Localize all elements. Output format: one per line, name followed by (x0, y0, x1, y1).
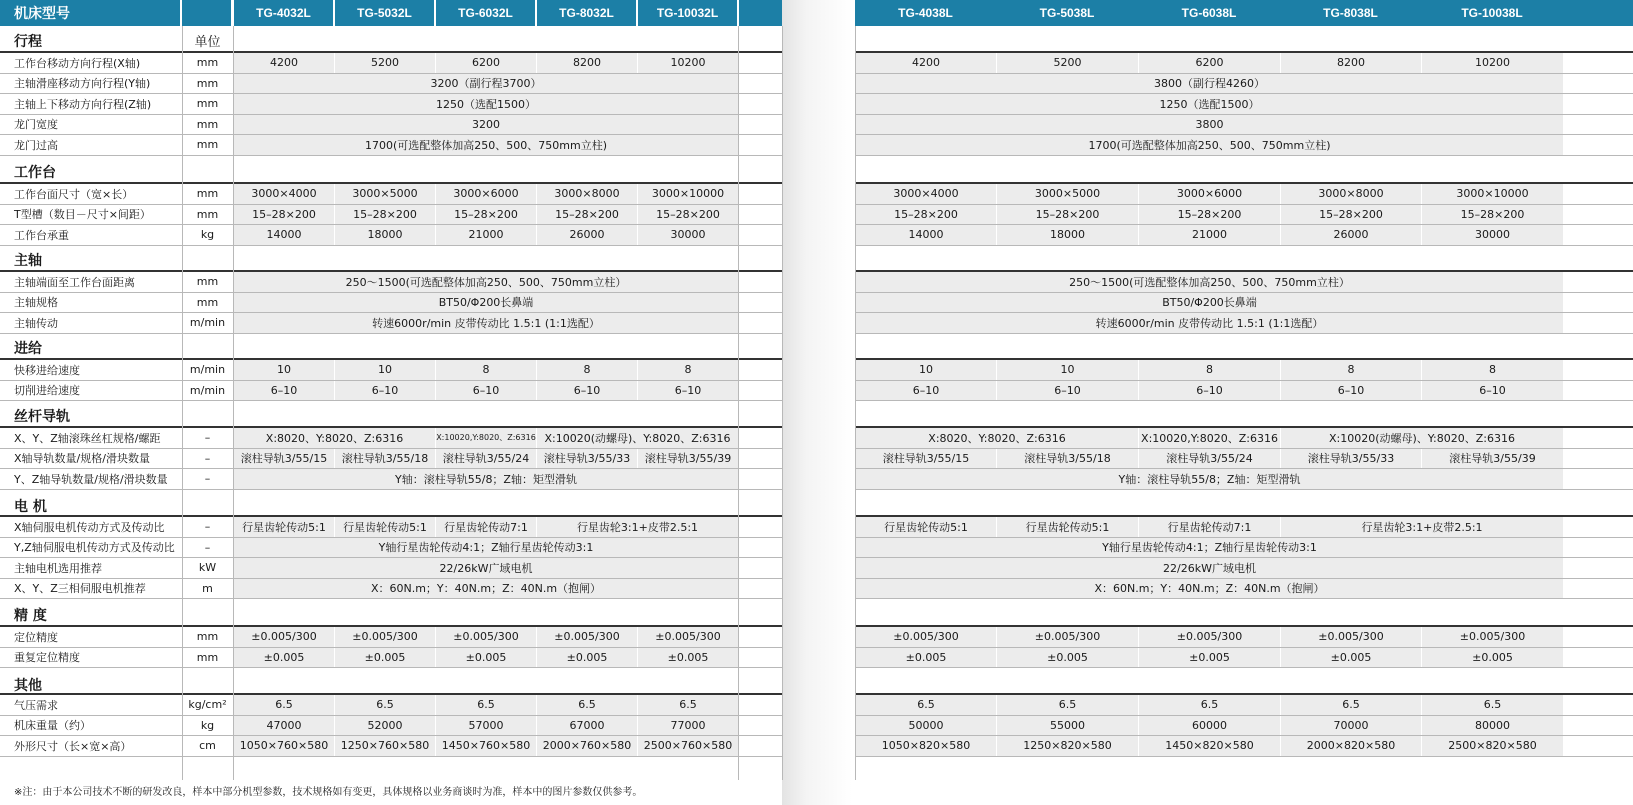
row-value-left: 6–10 (537, 381, 637, 401)
row-unit: mm (196, 97, 219, 111)
row-value-left: 21000 (436, 225, 536, 245)
row-label: 龙门过高 (14, 138, 58, 152)
row-value-right: ±0.005/300 (997, 627, 1138, 647)
row-value-right: 250～1500(可选配整体加高250、500、750mm立柱） (856, 272, 1563, 292)
row-value-left: 滚柱导轨3/55/39 (638, 449, 738, 469)
row-value-left: 1250×760×580 (335, 736, 435, 756)
row-blank (739, 558, 782, 578)
row-value-right: 6.5 (1422, 695, 1563, 715)
row-label: 龙门宽度 (14, 118, 58, 132)
row-blank (739, 695, 782, 715)
row-value-right: 行星齿轮3:1+皮带2.5:1 (1281, 517, 1563, 537)
row-blank (739, 225, 782, 245)
footnote: ※注：由于本公司技术不断的研发改良，样本中部分机型参数，技术规格如有变更，具体规格以业务商谈时为准，样本中的图片参数仅供参考。 (14, 787, 643, 798)
row-divider (0, 155, 782, 156)
row-value-right: 8200 (1281, 53, 1421, 73)
section-title: 主轴 (14, 252, 42, 269)
row-unit: m (202, 581, 213, 595)
row-unit: m/min (189, 316, 226, 330)
header-unit-spacer (182, 0, 231, 26)
row-value-left: 10 (335, 360, 435, 380)
row-value-right: 行星齿轮传动7:1 (1139, 517, 1280, 537)
row-unit: – (204, 540, 211, 554)
row-value-left: 8 (436, 360, 536, 380)
row-value-right: ±0.005/300 (1139, 627, 1280, 647)
section-title: 精 度 (14, 607, 47, 624)
row-blank (739, 360, 782, 380)
row-unit: mm (196, 295, 219, 309)
row-unit: mm (196, 630, 219, 644)
row-value-left: ±0.005/300 (436, 627, 536, 647)
header-model-right: TG-4038L (856, 0, 995, 26)
row-value-right: 6–10 (1422, 381, 1563, 401)
row-value-left: ±0.005 (436, 648, 536, 668)
row-blank (739, 579, 782, 599)
row-value-right: 1700(可选配整体加高250、500、750mm立柱) (856, 135, 1563, 155)
row-value-left: 52000 (335, 716, 435, 736)
row-value-right: Y轴：滚柱导轨55/8；Z轴：矩型滑轨 (856, 469, 1563, 489)
row-value-left: 2500×760×580 (638, 736, 738, 756)
header-model-left: TG-5032L (335, 0, 434, 26)
row-value-left: 行星齿轮传动7:1 (436, 517, 536, 537)
row-value-left: 6.5 (234, 695, 334, 715)
row-value-left: Y轴行星齿轮传动4:1；Z轴行星齿轮传动3:1 (234, 538, 738, 558)
row-value-right: 3800 (856, 115, 1563, 135)
row-value-left: 滚柱导轨3/55/18 (335, 449, 435, 469)
row-unit: mm (196, 56, 219, 70)
section-title: 丝杆导轨 (14, 408, 70, 425)
row-value-left: 15–28×200 (436, 205, 536, 225)
row-value-left: 行星齿轮传动5:1 (335, 517, 435, 537)
row-divider (855, 245, 1633, 246)
header-right-edge (1563, 0, 1633, 26)
header-model-left: TG-10032L (638, 0, 737, 26)
row-value-right: 55000 (997, 716, 1138, 736)
row-value-right: 70000 (1281, 716, 1421, 736)
row-label: 主轴端面至工作台面距离 (14, 275, 135, 289)
row-value-right: 1250×820×580 (997, 736, 1138, 756)
row-value-right: 6–10 (1281, 381, 1421, 401)
row-blank (739, 205, 782, 225)
row-value-left: 滚柱导轨3/55/15 (234, 449, 334, 469)
row-blank (739, 53, 782, 73)
row-value-right: 15–28×200 (1139, 205, 1280, 225)
row-value-right: 22/26kW广域电机 (856, 558, 1563, 578)
row-value-right: 6–10 (997, 381, 1138, 401)
row-unit: kg (200, 228, 215, 242)
row-unit: – (204, 431, 211, 445)
header-model-left: TG-8032L (537, 0, 636, 26)
row-label: 工作台承重 (14, 228, 69, 242)
row-label: X、Y、Z三相伺服电机推荐 (14, 582, 146, 596)
row-value-left: 15–28×200 (638, 205, 738, 225)
row-blank (739, 627, 782, 647)
row-value-left: 6.5 (638, 695, 738, 715)
row-unit: mm (196, 76, 219, 90)
row-value-left: 3200 (234, 115, 738, 135)
header-model-right: TG-8038L (1281, 0, 1420, 26)
row-value-left: 6–10 (335, 381, 435, 401)
row-label: 切削进给速度 (14, 384, 80, 398)
page-gutter (782, 0, 852, 805)
row-value-left: 1050×760×580 (234, 736, 334, 756)
row-value-right: 15–28×200 (997, 205, 1138, 225)
row-value-left: 57000 (436, 716, 536, 736)
row-label: 定位精度 (14, 630, 58, 644)
row-unit: – (204, 472, 211, 486)
row-value-right: 3000×4000 (856, 184, 996, 204)
row-value-right: 2000×820×580 (1281, 736, 1421, 756)
row-value-right: 3000×10000 (1422, 184, 1563, 204)
column-divider (182, 26, 183, 780)
row-value-left: ±0.005 (335, 648, 435, 668)
row-label: 主轴上下移动方向行程(Z轴) (14, 97, 152, 111)
row-value-right: 10200 (1422, 53, 1563, 73)
row-value-left: 6–10 (638, 381, 738, 401)
row-value-left: 滚柱导轨3/55/24 (436, 449, 536, 469)
row-blank (739, 293, 782, 313)
row-unit: m/min (189, 363, 226, 377)
row-value-right: X:10020(动螺母)、Y:8020、Z:6316 (1281, 428, 1563, 448)
row-unit: mm (196, 650, 219, 664)
row-divider (855, 333, 1633, 334)
row-label: 机床重量（约） (14, 719, 91, 733)
row-value-left: 转速6000r/min 皮带传动比 1.5:1 (1:1选配） (234, 313, 738, 333)
row-value-left: 22/26kW广域电机 (234, 558, 738, 578)
row-blank (739, 115, 782, 135)
row-divider (855, 155, 1633, 156)
row-value-right: ±0.005 (1422, 648, 1563, 668)
row-value-right: 6.5 (856, 695, 996, 715)
row-value-right: 6–10 (1139, 381, 1280, 401)
row-divider (0, 400, 782, 401)
row-value-right: 4200 (856, 53, 996, 73)
row-value-left: 15–28×200 (335, 205, 435, 225)
row-value-left: 行星齿轮传动5:1 (234, 517, 334, 537)
row-divider (855, 400, 1633, 401)
row-blank (739, 648, 782, 668)
row-label: 主轴传动 (14, 316, 58, 330)
row-label: 主轴规格 (14, 296, 58, 310)
row-value-right: 滚柱导轨3/55/39 (1422, 449, 1563, 469)
row-value-right: 滚柱导轨3/55/15 (856, 449, 996, 469)
row-blank (739, 736, 782, 756)
row-value-left: 5200 (335, 53, 435, 73)
row-value-left: 2000×760×580 (537, 736, 637, 756)
row-divider (0, 245, 782, 246)
row-value-right: ±0.005/300 (1422, 627, 1563, 647)
row-value-right: 3000×5000 (997, 184, 1138, 204)
header-model-right: TG-5038L (997, 0, 1137, 26)
row-blank (739, 381, 782, 401)
row-value-left: 1250（选配1500） (234, 94, 738, 114)
row-value-right: 50000 (856, 716, 996, 736)
row-value-left: X:10020,Y:8020、Z:6316 (436, 428, 536, 448)
row-blank (739, 469, 782, 489)
row-value-right: 3000×6000 (1139, 184, 1280, 204)
section-title: 电 机 (14, 498, 47, 515)
row-value-right: 60000 (1139, 716, 1280, 736)
row-divider (855, 598, 1633, 599)
row-value-right: X:10020,Y:8020、Z:6316 (1139, 428, 1280, 448)
row-divider (0, 333, 782, 334)
row-label: 工作台面尺寸（宽×长） (14, 187, 134, 201)
row-value-right: 3000×8000 (1281, 184, 1421, 204)
row-label: 主轴滑座移动方向行程(Y轴) (14, 77, 151, 91)
row-divider (855, 756, 1633, 757)
row-value-left: 8 (537, 360, 637, 380)
row-value-right: 滚柱导轨3/55/18 (997, 449, 1138, 469)
row-unit: mm (196, 275, 219, 289)
row-value-left: 滚柱导轨3/55/33 (537, 449, 637, 469)
section-title: 行程 (14, 33, 42, 50)
row-value-left: ±0.005 (234, 648, 334, 668)
row-value-left: ±0.005/300 (638, 627, 738, 647)
row-value-right: ±0.005 (1281, 648, 1421, 668)
row-label: T型槽（数目－尺寸×间距） (14, 208, 151, 222)
row-value-right: 15–28×200 (1422, 205, 1563, 225)
header-model-label: 机床型号 (0, 0, 180, 26)
row-unit: mm (196, 138, 219, 152)
row-value-left: ±0.005/300 (234, 627, 334, 647)
row-value-right: 6.5 (997, 695, 1138, 715)
row-value-left: ±0.005 (537, 648, 637, 668)
row-value-left: ±0.005/300 (537, 627, 637, 647)
column-divider (233, 26, 234, 780)
row-value-left: 15–28×200 (537, 205, 637, 225)
row-label: 快移进给速度 (14, 363, 80, 377)
row-value-right: X：60N.m；Y：40N.m；Z：40N.m（抱闸） (856, 579, 1563, 599)
row-divider (0, 667, 782, 668)
row-value-left: ±0.005/300 (335, 627, 435, 647)
row-value-left: 6.5 (436, 695, 536, 715)
row-value-right: 行星齿轮传动5:1 (856, 517, 996, 537)
row-value-right: 15–28×200 (1281, 205, 1421, 225)
row-divider (0, 756, 782, 757)
row-value-right: 转速6000r/min 皮带传动比 1.5:1 (1:1选配） (856, 313, 1563, 333)
row-label: X、Y、Z轴滚珠丝杠规格/螺距 (14, 431, 161, 445)
row-value-right: X:8020、Y:8020、Z:6316 (856, 428, 1138, 448)
row-value-right: 1450×820×580 (1139, 736, 1280, 756)
header-model-right: TG-6038L (1139, 0, 1279, 26)
row-value-right: 滚柱导轨3/55/33 (1281, 449, 1421, 469)
row-blank (739, 449, 782, 469)
section-title: 工作台 (14, 164, 56, 181)
row-value-right: 6.5 (1281, 695, 1421, 715)
row-value-left: X:10020(动螺母)、Y:8020、Z:6316 (537, 428, 738, 448)
row-blank (739, 135, 782, 155)
row-value-right: 10 (997, 360, 1138, 380)
row-value-left: 14000 (234, 225, 334, 245)
row-value-left: X：60N.m；Y：40N.m；Z：40N.m（抱闸） (234, 579, 738, 599)
section-title: 进给 (14, 340, 42, 357)
row-label: 工作台移动方向行程(X轴) (14, 56, 141, 70)
row-value-right: 2500×820×580 (1422, 736, 1563, 756)
row-value-left: 3200（副行程3700） (234, 74, 738, 94)
row-value-left: Y轴：滚柱导轨55/8；Z轴：矩型滑轨 (234, 469, 738, 489)
row-value-left: 1700(可选配整体加高250、500、750mm立柱) (234, 135, 738, 155)
row-value-left: 3000×8000 (537, 184, 637, 204)
row-value-left: 10200 (638, 53, 738, 73)
row-unit: – (204, 520, 211, 534)
header-model-left: TG-6032L (436, 0, 535, 26)
section-title: 其他 (14, 677, 42, 694)
row-value-right: ±0.005 (856, 648, 996, 668)
row-value-right: 10 (856, 360, 996, 380)
row-value-right: 6.5 (1139, 695, 1280, 715)
row-value-right: ±0.005 (997, 648, 1138, 668)
row-value-left: 6–10 (234, 381, 334, 401)
row-value-left: 77000 (638, 716, 738, 736)
row-value-left: 6200 (436, 53, 536, 73)
row-value-right: 15–28×200 (856, 205, 996, 225)
row-unit: m/min (189, 383, 226, 397)
row-value-left: 15–28×200 (234, 205, 334, 225)
row-label: Y,Z轴伺服电机传动方式及传动比 (14, 541, 175, 555)
header-model-left: TG-4032L (234, 0, 333, 26)
row-blank (739, 74, 782, 94)
row-divider (0, 598, 782, 599)
row-value-right: 26000 (1281, 225, 1421, 245)
row-unit: mm (196, 187, 219, 201)
row-blank (739, 184, 782, 204)
row-value-right: ±0.005/300 (856, 627, 996, 647)
row-value-right: 1050×820×580 (856, 736, 996, 756)
unit-header: 单位 (194, 34, 221, 50)
row-label: 重复定位精度 (14, 651, 80, 665)
row-blank (739, 94, 782, 114)
row-divider (0, 489, 782, 490)
row-unit: kg/cm² (188, 698, 227, 712)
row-value-right: ±0.005 (1139, 648, 1280, 668)
row-blank (739, 428, 782, 448)
row-value-right: 6200 (1139, 53, 1280, 73)
row-value-right: 1250（选配1500） (856, 94, 1563, 114)
row-value-right: 30000 (1422, 225, 1563, 245)
row-value-left: 8200 (537, 53, 637, 73)
row-value-left: 26000 (537, 225, 637, 245)
row-blank (739, 716, 782, 736)
row-value-right: 6–10 (856, 381, 996, 401)
row-value-right: 21000 (1139, 225, 1280, 245)
row-blank (739, 538, 782, 558)
row-value-left: 3000×10000 (638, 184, 738, 204)
row-value-left: 67000 (537, 716, 637, 736)
row-value-left: ±0.005 (638, 648, 738, 668)
row-value-left: 4200 (234, 53, 334, 73)
row-divider (855, 667, 1633, 668)
row-label: 外形尺寸（长×宽×高） (14, 739, 132, 753)
row-value-left: 3000×4000 (234, 184, 334, 204)
row-value-right: 5200 (997, 53, 1138, 73)
row-value-right: 14000 (856, 225, 996, 245)
row-value-left: BT50/Φ200长鼻端 (234, 293, 738, 313)
row-value-left: 6–10 (436, 381, 536, 401)
row-label: X轴伺服电机传动方式及传动比 (14, 520, 165, 534)
row-label: X轴导轨数量/规格/滑块数量 (14, 452, 150, 466)
row-unit: kg (200, 718, 215, 732)
row-value-left: 3000×5000 (335, 184, 435, 204)
row-value-left: 1450×760×580 (436, 736, 536, 756)
row-value-left: 30000 (638, 225, 738, 245)
row-label: 主轴电机选用推荐 (14, 561, 102, 575)
row-value-left: 10 (234, 360, 334, 380)
row-divider (855, 489, 1633, 490)
row-blank (739, 517, 782, 537)
row-value-right: 8 (1422, 360, 1563, 380)
row-value-right: BT50/Φ200长鼻端 (856, 293, 1563, 313)
row-unit: mm (196, 207, 219, 221)
row-unit: mm (196, 117, 219, 131)
column-divider (782, 26, 783, 780)
row-blank (739, 313, 782, 333)
row-value-right: 8 (1139, 360, 1280, 380)
row-unit: – (204, 451, 211, 465)
row-value-right: 行星齿轮传动5:1 (997, 517, 1138, 537)
row-value-left: 47000 (234, 716, 334, 736)
row-value-right: Y轴行星齿轮传动4:1；Z轴行星齿轮传动3:1 (856, 538, 1563, 558)
row-value-left: 3000×6000 (436, 184, 536, 204)
row-value-left: 6.5 (537, 695, 637, 715)
row-value-right: 8 (1281, 360, 1421, 380)
row-label: Y、Z轴导轨数量/规格/滑块数量 (14, 472, 168, 486)
row-blank (739, 272, 782, 292)
header-blank (739, 0, 782, 26)
row-value-right: 3800（副行程4260） (856, 74, 1563, 94)
row-value-right: 18000 (997, 225, 1138, 245)
row-value-right: ±0.005/300 (1281, 627, 1421, 647)
row-value-left: 行星齿轮3:1+皮带2.5:1 (537, 517, 738, 537)
row-value-left: 8 (638, 360, 738, 380)
row-value-left: 250～1500(可选配整体加高250、500、750mm立柱） (234, 272, 738, 292)
header-model-right: TG-10038L (1422, 0, 1562, 26)
row-value-left: X:8020、Y:8020、Z:6316 (234, 428, 435, 448)
row-label: 气压需求 (14, 698, 58, 712)
row-unit: kW (198, 561, 217, 575)
row-value-right: 80000 (1422, 716, 1563, 736)
column-divider (738, 26, 739, 780)
row-value-left: 18000 (335, 225, 435, 245)
row-value-left: 6.5 (335, 695, 435, 715)
column-divider (855, 26, 856, 780)
row-unit: cm (199, 739, 216, 753)
row-value-right: 滚柱导轨3/55/24 (1139, 449, 1280, 469)
